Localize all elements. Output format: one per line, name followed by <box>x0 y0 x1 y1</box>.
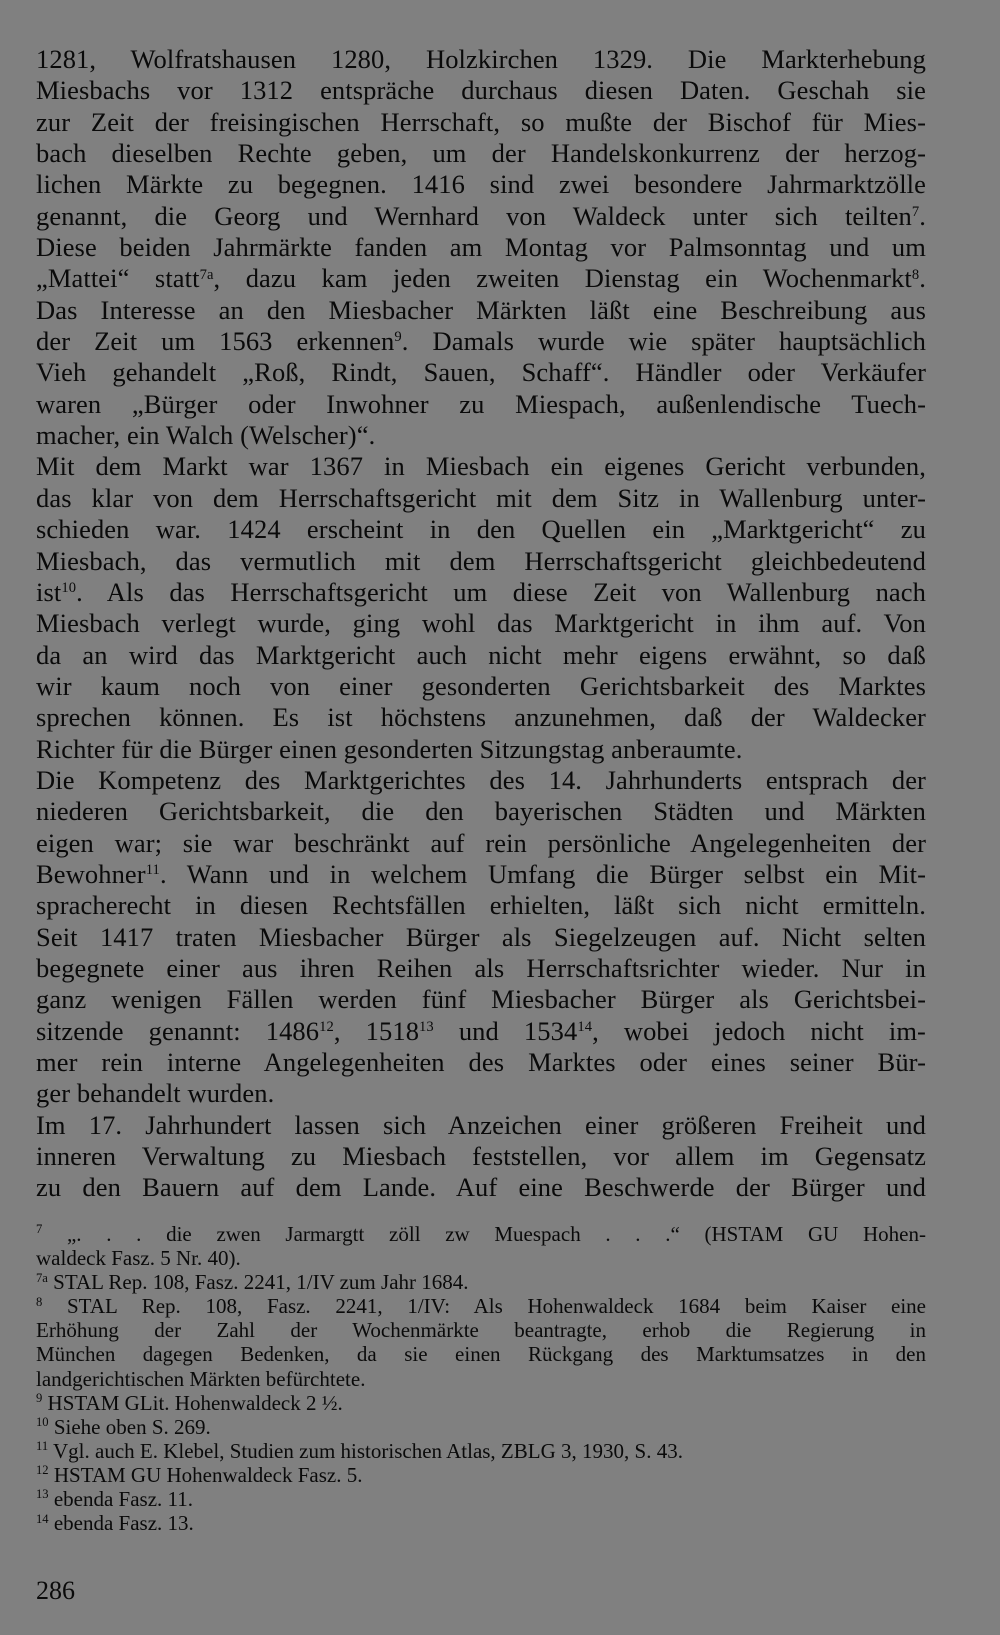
footnote-ref: 14 <box>577 1018 593 1035</box>
footnote-text: STAL Rep. 108, Fasz. 2241, 1/IV zum Jahr 1684. <box>47 1270 469 1295</box>
text-line: begegnete einer aus ihren Reihen als Herrschaftsrichter wieder. Nur in <box>36 952 926 983</box>
footnote-8-cont: landgerichtischen Märkten befürchtete. <box>36 1366 366 1391</box>
text-line: macher, ein Walch (Welscher)“. <box>36 420 376 451</box>
footnote-mark: 7a <box>36 1270 48 1285</box>
footnote-ref: 7a <box>199 266 214 283</box>
footnote-13 <box>36 1487 926 1511</box>
text-line: ger behandelt wurden. <box>36 1078 275 1109</box>
paragraph-3 <box>36 765 926 1110</box>
text-line: zu den Bauern auf dem Lande. Auf eine Beschwerde der Bürger und <box>36 1172 926 1203</box>
footnote-ref: 9 <box>394 329 402 346</box>
text-line <box>36 326 926 357</box>
footnote-ref: 13 <box>419 1018 434 1035</box>
text-line: wir kaum noch von einer gesonderten Gerichtsbarkeit des Marktes <box>36 670 926 701</box>
text-line: schieden war. 1424 erscheint in den Quellen ein „Marktgericht“ zu <box>36 514 926 545</box>
footnote-mark: 11 <box>36 1439 49 1454</box>
text-line: Die Kompetenz des Marktgerichtes des 14. Jahrhunderts entsprach der <box>36 764 926 795</box>
footnote-mark: 7 <box>36 1222 43 1237</box>
footnote-mark: 14 <box>36 1511 49 1526</box>
text-line <box>36 263 926 294</box>
text-segment: . Wann und in welchem Umfang die Bürger selbst ein Mit- <box>159 858 926 889</box>
footnote-7a <box>36 1270 926 1294</box>
footnote-mark: 9 <box>36 1391 43 1406</box>
text-line: Miesbach, das vermutlich mit dem Herrschaftsgericht gleichbedeutend <box>36 545 926 576</box>
footnote-8-cont: Erhöhung der Zahl der Wochenmärkte beantragte, erhob die Regierung in <box>36 1318 926 1343</box>
footnote-text: ebenda Fasz. 11. <box>48 1487 194 1512</box>
footnote-mark: 12 <box>36 1463 49 1478</box>
footnote-ref: 10 <box>61 580 77 597</box>
text-segment: der Zeit um 1563 erkennen <box>36 326 395 357</box>
text-segment: , dazu kam jeden zweiten Dienstag ein Wochenmarkt <box>213 263 912 294</box>
footnote-ref: 7 <box>911 203 920 220</box>
footnote-text: HSTAM GLit. Hohenwaldeck 2 ½. <box>42 1390 343 1415</box>
text-line: Seit 1417 traten Miesbacher Bürger als Siegelzeugen auf. Nicht selten <box>36 921 926 952</box>
text-line: Miesbachs vor 1312 entspräche durchaus diesen Daten. Geschah sie <box>36 75 926 106</box>
text-line: Mit dem Markt war 1367 in Miesbach ein eigenes Gericht verbunden, <box>36 451 926 482</box>
footnote-text: „. . . die zwen Jarmargtt zöll zw Muespach . . .“ (HSTAM GU Hohen- <box>42 1222 926 1246</box>
footnote-mark: 13 <box>36 1487 49 1502</box>
text-line: mer rein interne Angelegenheiten des Marktes oder eines seiner Bür- <box>36 1047 926 1077</box>
footnote-7 <box>36 1222 926 1246</box>
text-line <box>36 859 926 890</box>
footnote-8-cont: München dagegen Bedenken, da sie einen Rückgang des Marktumsatzes in den <box>36 1342 926 1367</box>
footnote-text: STAL Rep. 108, Fasz. 2241, 1/IV: Als Hohenwaldeck 1684 beim Kaiser eine <box>42 1294 926 1319</box>
footnote-ref: 11 <box>145 862 160 879</box>
text-segment: . <box>919 263 926 294</box>
text-line: das klar von dem Herrschaftsgericht mit dem Sitz in Wallenburg unter- <box>36 482 926 513</box>
text-segment: , 1518 <box>333 1015 420 1046</box>
text-segment: sitzende genannt: 1486 <box>36 1015 320 1046</box>
text-line: Miesbach verlegt wurde, ging wohl das Marktgericht in ihm auf. Von <box>36 608 926 639</box>
text-segment: Bewohner <box>36 858 146 889</box>
text-line <box>36 201 926 232</box>
text-line: zur Zeit der freisingischen Herrschaft, so mußte der Bischof für Mies- <box>36 106 926 137</box>
text-line: Vieh gehandelt „Roß, Rindt, Sauen, Schaff“. Händler oder Verkäufer <box>36 357 926 388</box>
text-line: sprechen können. Es ist höchstens anzunehmen, daß der Waldecker <box>36 702 926 733</box>
footnote-text: Vgl. auch E. Klebel, Studien zum historischen Atlas, ZBLG 3, 1930, S. 43. <box>48 1438 683 1463</box>
footnote-mark: 10 <box>36 1415 49 1430</box>
footnote-12 <box>36 1463 926 1487</box>
paragraph-1 <box>36 44 926 451</box>
footnotes <box>36 1222 926 1535</box>
footnote-text: ebenda Fasz. 13. <box>48 1511 194 1536</box>
footnote-11 <box>36 1439 926 1463</box>
text-line: Diese beiden Jahrmärkte fanden am Montag vor Palmsonntag und um <box>36 232 926 263</box>
text-line: Das Interesse an den Miesbacher Märkten läßt eine Beschreibung aus <box>36 294 926 325</box>
text-line: bach dieselben Rechte geben, um der Handelskonkurrenz der herzog- <box>36 138 926 169</box>
text-line: niederen Gerichtsbarkeit, die den bayerischen Städten und Märkten <box>36 796 926 827</box>
text-line: Richter für die Bürger einen gesonderten Sitzungstag anberaumte. <box>36 733 743 764</box>
footnote-14 <box>36 1511 926 1535</box>
text-segment: . <box>919 200 926 231</box>
footnote-text: HSTAM GU Hohenwaldeck Fasz. 5. <box>48 1462 363 1487</box>
text-line: ganz wenigen Fällen werden fünf Miesbacher Bürger als Gerichtsbei- <box>36 984 926 1015</box>
footnote-10 <box>36 1415 926 1439</box>
text-line: inneren Verwaltung zu Miesbach feststellen, vor allem im Gegensatz <box>36 1141 926 1172</box>
paragraph-2 <box>36 451 926 764</box>
text-segment: und 1534 <box>433 1015 578 1046</box>
footnote-mark: 8 <box>36 1294 43 1309</box>
footnote-ref: 12 <box>319 1018 334 1035</box>
footnote-8 <box>36 1294 926 1318</box>
text-line: eigen war; sie war beschränkt auf rein persönliche Angelegenheiten der <box>36 827 926 858</box>
text-line: spracherecht in diesen Rechtsfällen erhielten, läßt sich nicht ermitteln. <box>36 890 926 921</box>
footnote-ref: 8 <box>911 266 920 283</box>
paragraph-4 <box>36 1110 926 1204</box>
text-line: Im 17. Jahrhundert lassen sich Anzeichen einer größeren Freiheit und <box>36 1109 926 1140</box>
text-segment: , wobei jedoch nicht im- <box>592 1015 926 1046</box>
text-segment: genannt, die Georg und Wernhard von Waldeck unter sich teilten <box>36 200 912 231</box>
page-number: 286 <box>36 1576 75 1605</box>
text-segment: ist <box>36 576 62 607</box>
text-segment: . Als das Herrschaftsgericht um diese Zeit von Wallenburg nach <box>76 576 926 607</box>
text-line: da an wird das Marktgericht auch nicht mehr eigens erwähnt, so daß <box>36 639 926 670</box>
footnote-text: Siehe oben S. 269. <box>48 1414 211 1439</box>
text-line <box>36 1016 926 1047</box>
text-segment: . Damals wurde wie später hauptsächlich <box>401 326 926 357</box>
footnote-9 <box>36 1391 926 1415</box>
text-line <box>36 577 926 608</box>
page-body <box>36 44 926 1204</box>
text-line: lichen Märkte zu begegnen. 1416 sind zwei besondere Jahrmarktzölle <box>36 169 926 200</box>
text-line: 1281, Wolfratshausen 1280, Holzkirchen 1329. Die Markterhebung <box>36 44 926 74</box>
footnote-7-cont: waldeck Fasz. 5 Nr. 40). <box>36 1246 241 1271</box>
text-line: waren „Bürger oder Inwohner zu Miespach, außenlendische Tuech- <box>36 388 926 419</box>
text-segment: „Mattei“ statt <box>36 263 200 294</box>
